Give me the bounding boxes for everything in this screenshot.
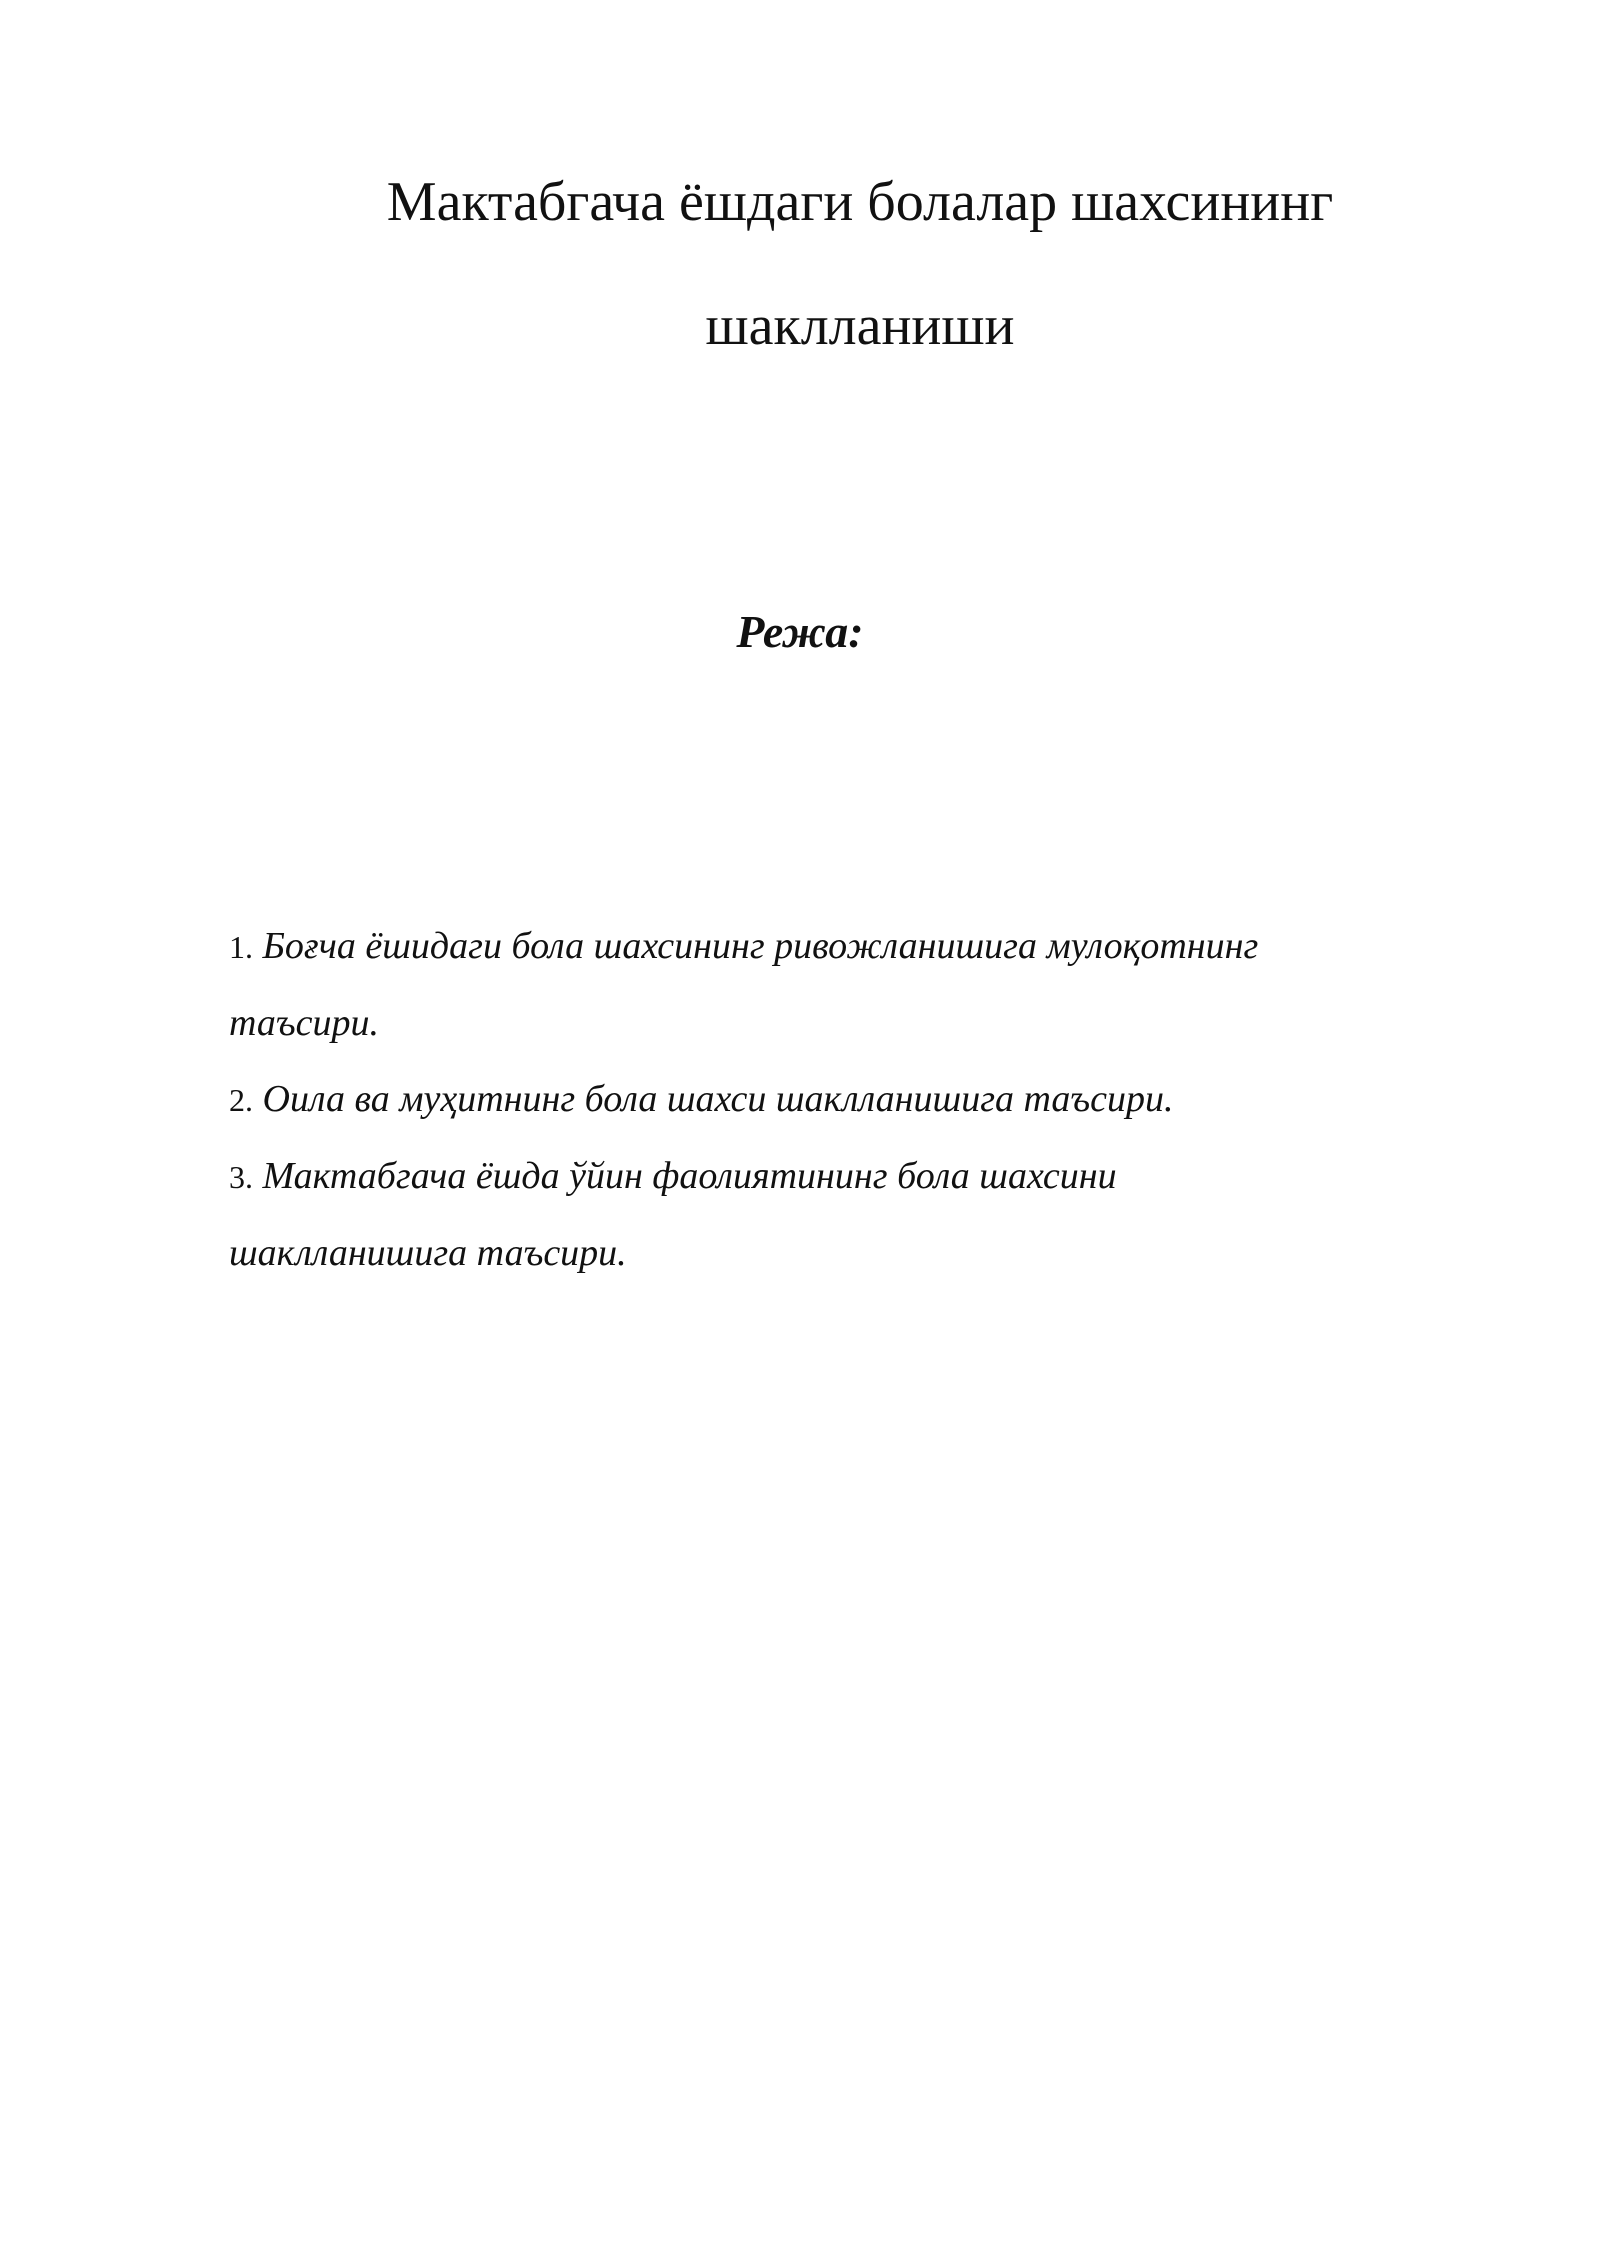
plan-item-2 [229, 1061, 1449, 1138]
document-title [330, 140, 1390, 388]
plan-item-1 [229, 908, 1449, 985]
plan-item-1-continuation [229, 985, 1449, 1061]
title-line-1: Мактабгача ёшдаги болалар шахсининг [386, 171, 1334, 233]
plan-item-text: Боғча ёшидаги бола шахсининг ривожланишига мулоқотнинг [262, 925, 1259, 967]
plan-item-text: шаклланишига таъсири. [229, 1232, 627, 1274]
plan-list [229, 908, 1449, 1291]
plan-item-number: 1. [229, 929, 253, 965]
plan-item-text: Мактабгача ёшда ўйин фаолиятининг бола шахсини [262, 1155, 1117, 1197]
plan-item-text: Оила ва муҳитнинг бола шахси шаклланишига таъсири. [262, 1078, 1174, 1120]
title-line-2: шаклланиши [705, 295, 1015, 357]
plan-heading: Режа: [736, 606, 864, 657]
plan-item-text: таъсири. [229, 1002, 379, 1044]
plan-item-number: 2. [229, 1082, 253, 1118]
plan-item-3 [229, 1138, 1449, 1215]
plan-item-3-continuation [229, 1215, 1449, 1291]
plan-item-number: 3. [229, 1159, 253, 1195]
